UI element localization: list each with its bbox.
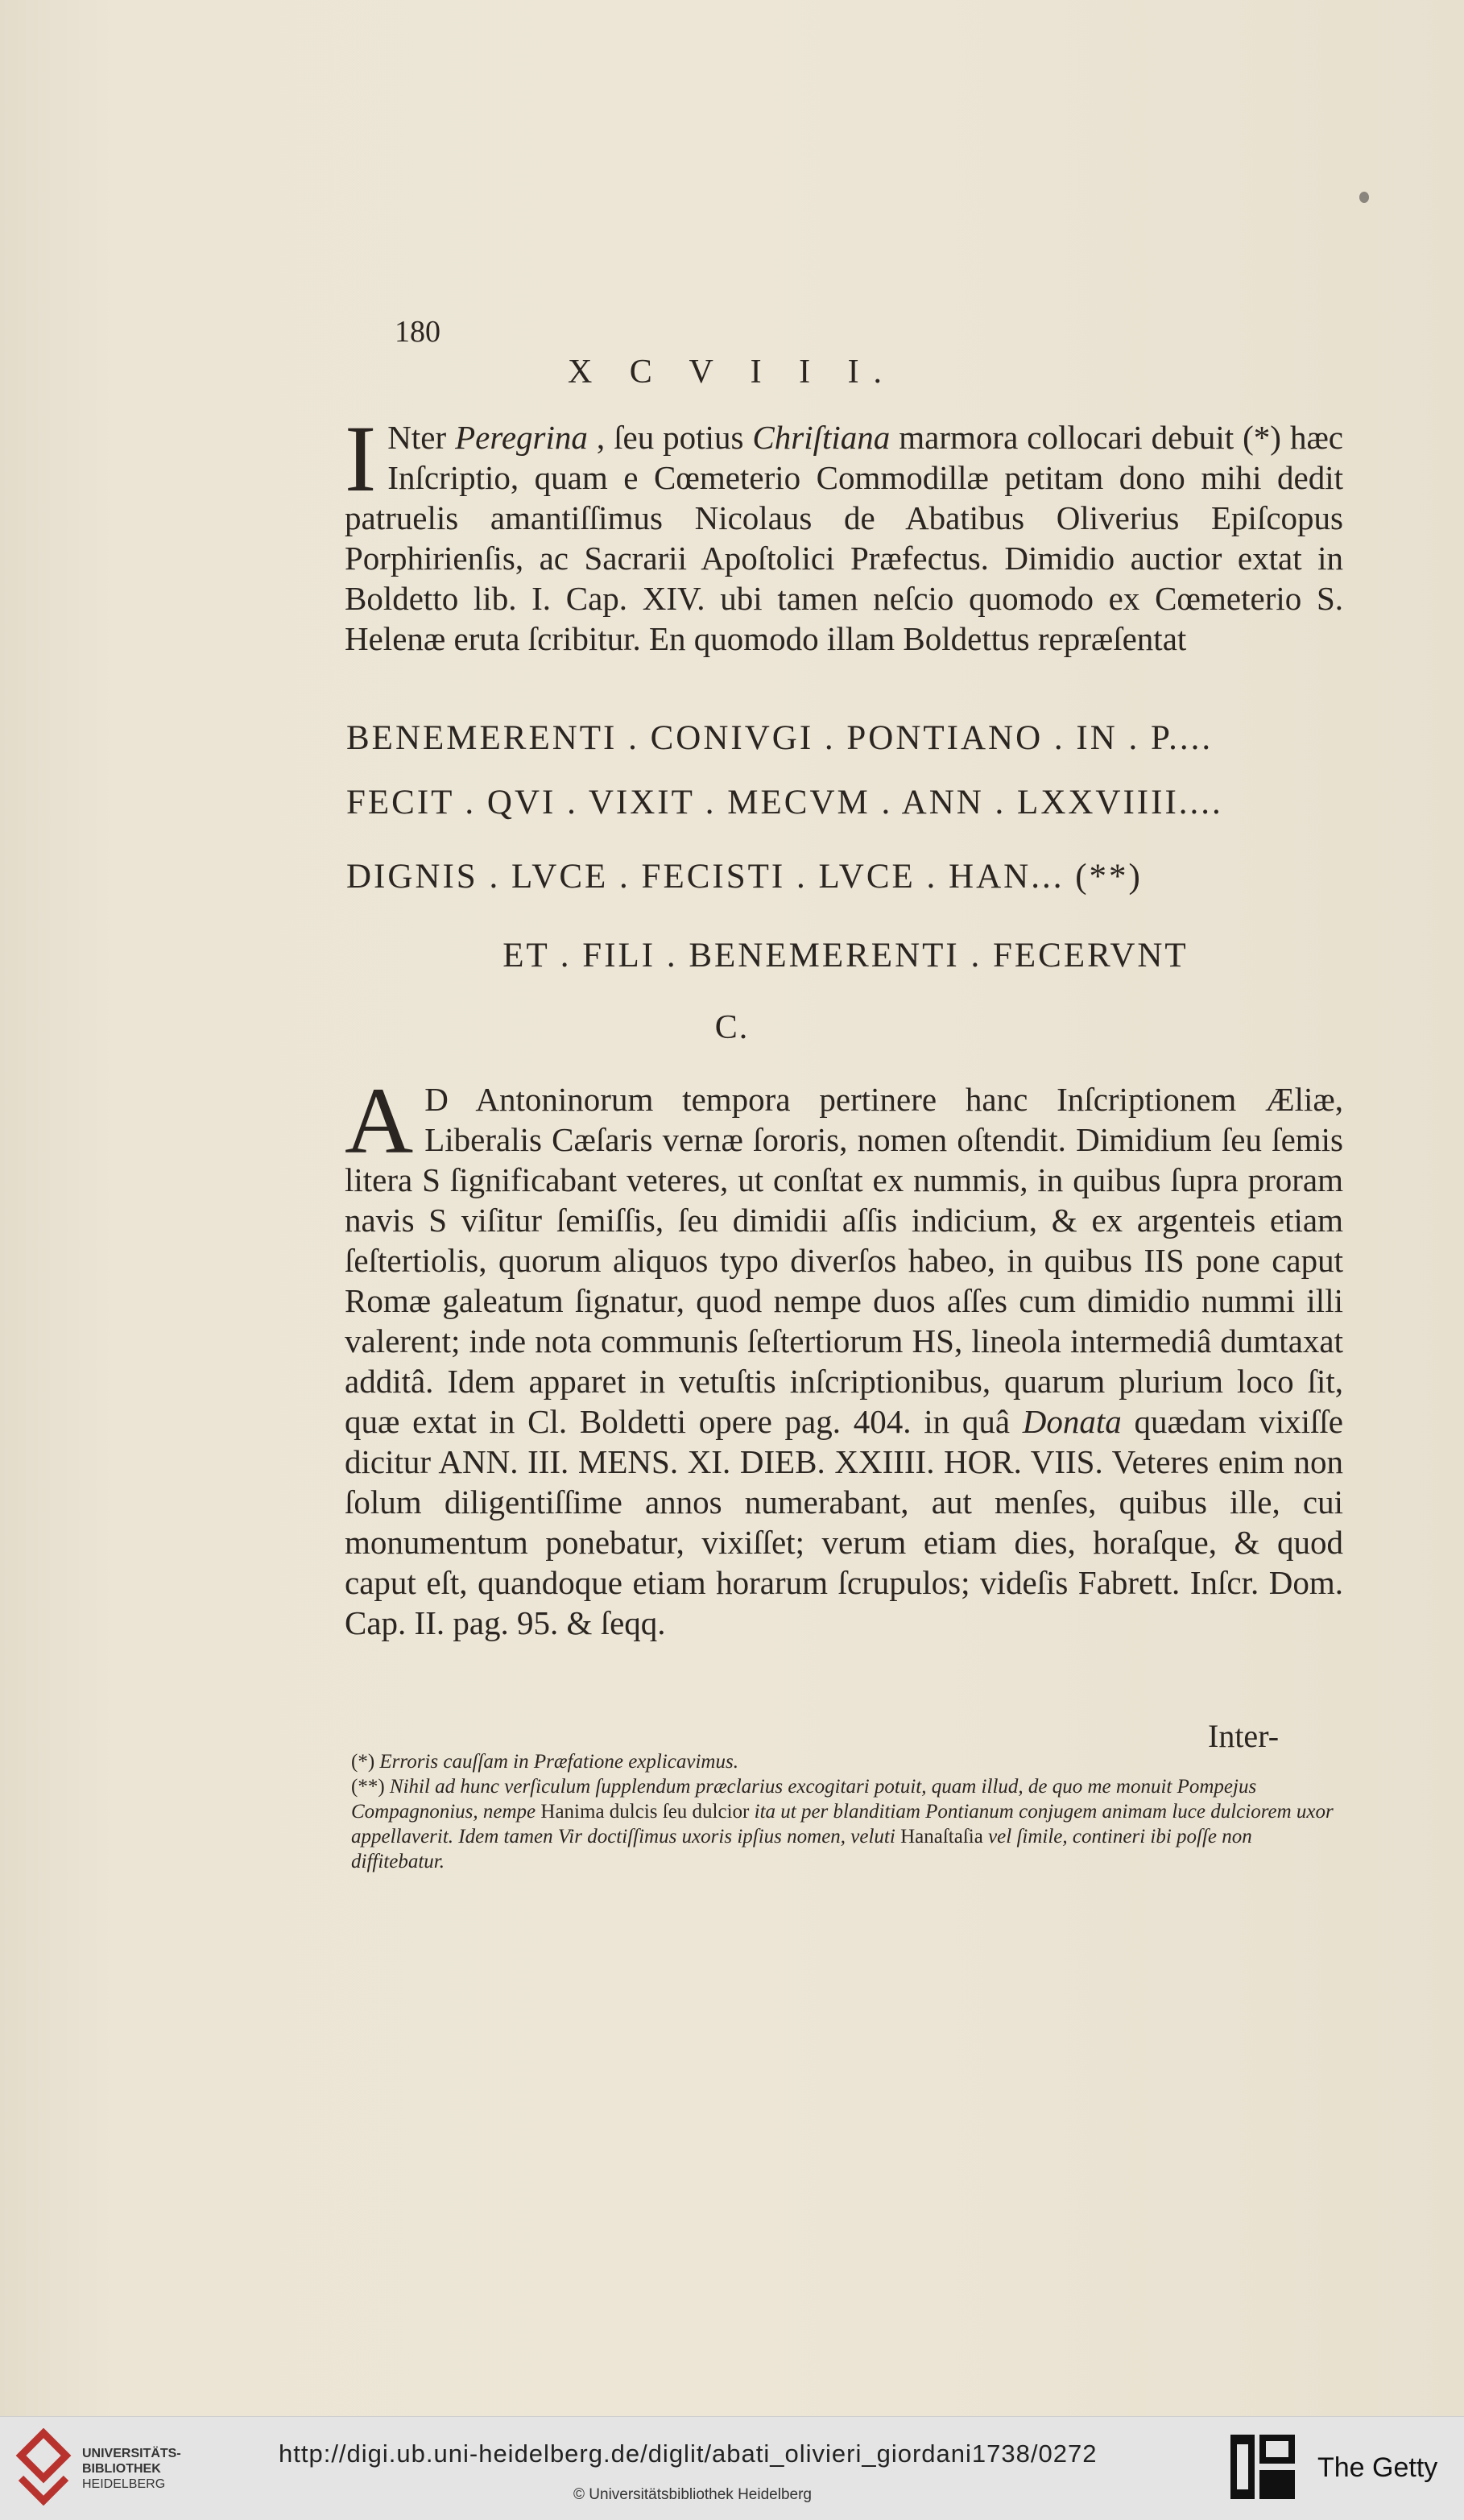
library-name [82,2446,181,2492]
paper-blemish [1359,192,1369,203]
footnote-text [351,1751,738,1773]
inscription-line-1: BENEMERENTI . CONIVGI . PONTIANO . IN . P.... [346,719,1214,757]
library-name-line: UNIVERSITÄTS- [82,2447,181,2460]
text-run: ita ut per blanditiam Pontianum conjugem animam luce dulciorem uxor appellaverit. Idem tamen Vir doctiſſimus uxoris ipſius nomen, veluti [351,1801,1334,1848]
drop-cap: A [345,1068,414,1173]
text-run: D Antoninorum tempora pertinere hanc Inſcriptionem Æliæ, Liberalis Cæſaris vernæ ſororis, nomen oſtendit. Dimidium ſeu ſemis litera S ſignificabant veteres, ut conſtat ex nummis, in quibus ſupra proram navis S viſitur ſemiſſis, ſeu dimidii aſſis indicium, & ex argenteis etiam ſeſtertiolis, quorum aliquos typo diverſos habeo, in quibus IIS pone caput Romæ galeatum ſignatur, quod nempe duos aſſes cum dimidio nummi illi valerent; inde nota communis ſeſtertiorum HS, lineola intermediâ dumtaxat additâ. Idem apparet in vetuſtis inſcriptionibus, quarum plurium loco ſit, quæ extat in Cl. Boldetti opere pag. 404. in quâ [345,1081,1343,1440]
roman-run: Hanima dulcis ſeu dulcior [540,1801,750,1823]
inscription-line-4: ET . FILI . BENEMERENTI . FECERVNT [502,937,1189,974]
section-heading-c: C. [714,1009,750,1046]
paragraph-text [345,406,1343,657]
text-run: Erroris cauſſam in Præfatione explicavimus. [379,1751,738,1773]
viewer-footer [0,2416,1464,2520]
page-number: 180 [395,315,440,349]
copyright-notice: © Universitätsbibliothek Heidelberg [573,2486,812,2503]
paragraph-xcviii [345,406,1343,659]
ub-heidelberg-logo-icon [14,2428,72,2506]
paragraph-text [345,1068,1343,1641]
partner-name: The Getty [1317,2452,1438,2483]
text-run: vel ſimile, contineri ibi poſſe non diffitebatur. [351,1826,1252,1872]
text-run: quædam vixiſſe dicitur ANN. III. MENS. XI. DIEB. XXIIII. HOR. VIIS. Veteres enim non ſolum diligentiſſime annos numerabant, aut menſes, quibus ille, cui monumentum ponebatur, vixiſſet; verum etiam dies, horaſque, & quod caput eſt, quandoque etiam horarum ſcrupulos; videſis Fabrett. Inſcr. Dom. Cap. II. pag. 95. & ſeqq. [345,1403,1343,1641]
text-run: , ſeu potius [587,419,753,456]
inscription-line-3: DIGNIS . LVCE . FECISTI . LVCE . HAN... (**) [346,858,1143,896]
italic-run: Donata [1022,1403,1122,1440]
footnote-1 [351,1749,1338,1774]
text-run: Nter [387,419,456,456]
text-run: Nihil ad hunc verſiculum ſupplendum præclarius excogitari potuit, quam illud, de quo me monuit Pompejus Compagnonius, nempe [351,1776,1257,1823]
drop-cap: I [345,406,377,511]
italic-run: Peregrina [455,419,588,456]
roman-run: (*) [351,1751,380,1773]
library-name-line: HEIDELBERG [82,2477,166,2491]
text-run: marmora collocari debuit (*) hæc Inſcriptio, quam e Cœmeterio Commodillæ petitam dono mihi dedit patruelis amantiſſimus Nicolaus de Abatibus Oliverius Epiſcopus Porphirienſis, ac Sacrarii Apoſtolici Præfectus. Dimidio auctior extat in Boldetto lib. I. Cap. XIV. ubi tamen neſcio quomodo ex Cœmeterio S. Helenæ eruta ſcribitur. En quomodo illam Boldettus repræſentat [345,419,1343,657]
footnote-2 [351,1774,1338,1874]
getty-logo-icon [1229,2433,1297,2501]
library-name-line: BIBLIOTHEK [82,2462,161,2476]
footnote-text [351,1776,1334,1872]
paragraph-c [345,1068,1343,1643]
roman-run: (**) [351,1776,390,1798]
permalink-url[interactable]: http://digi.ub.uni-heidelberg.de/diglit/abati_olivieri_giordani1738/0272 [279,2439,1098,2468]
roman-run: Hanaſtaſia [900,1826,983,1848]
italic-run: Chriſtiana [752,419,891,456]
catchword: Inter- [1208,1718,1280,1754]
section-heading-xcviii: X C V I I I. [567,354,897,391]
inscription-line-2: FECIT . QVI . VIXIT . MECVM . ANN . LXXVIIII.... [346,784,1223,821]
